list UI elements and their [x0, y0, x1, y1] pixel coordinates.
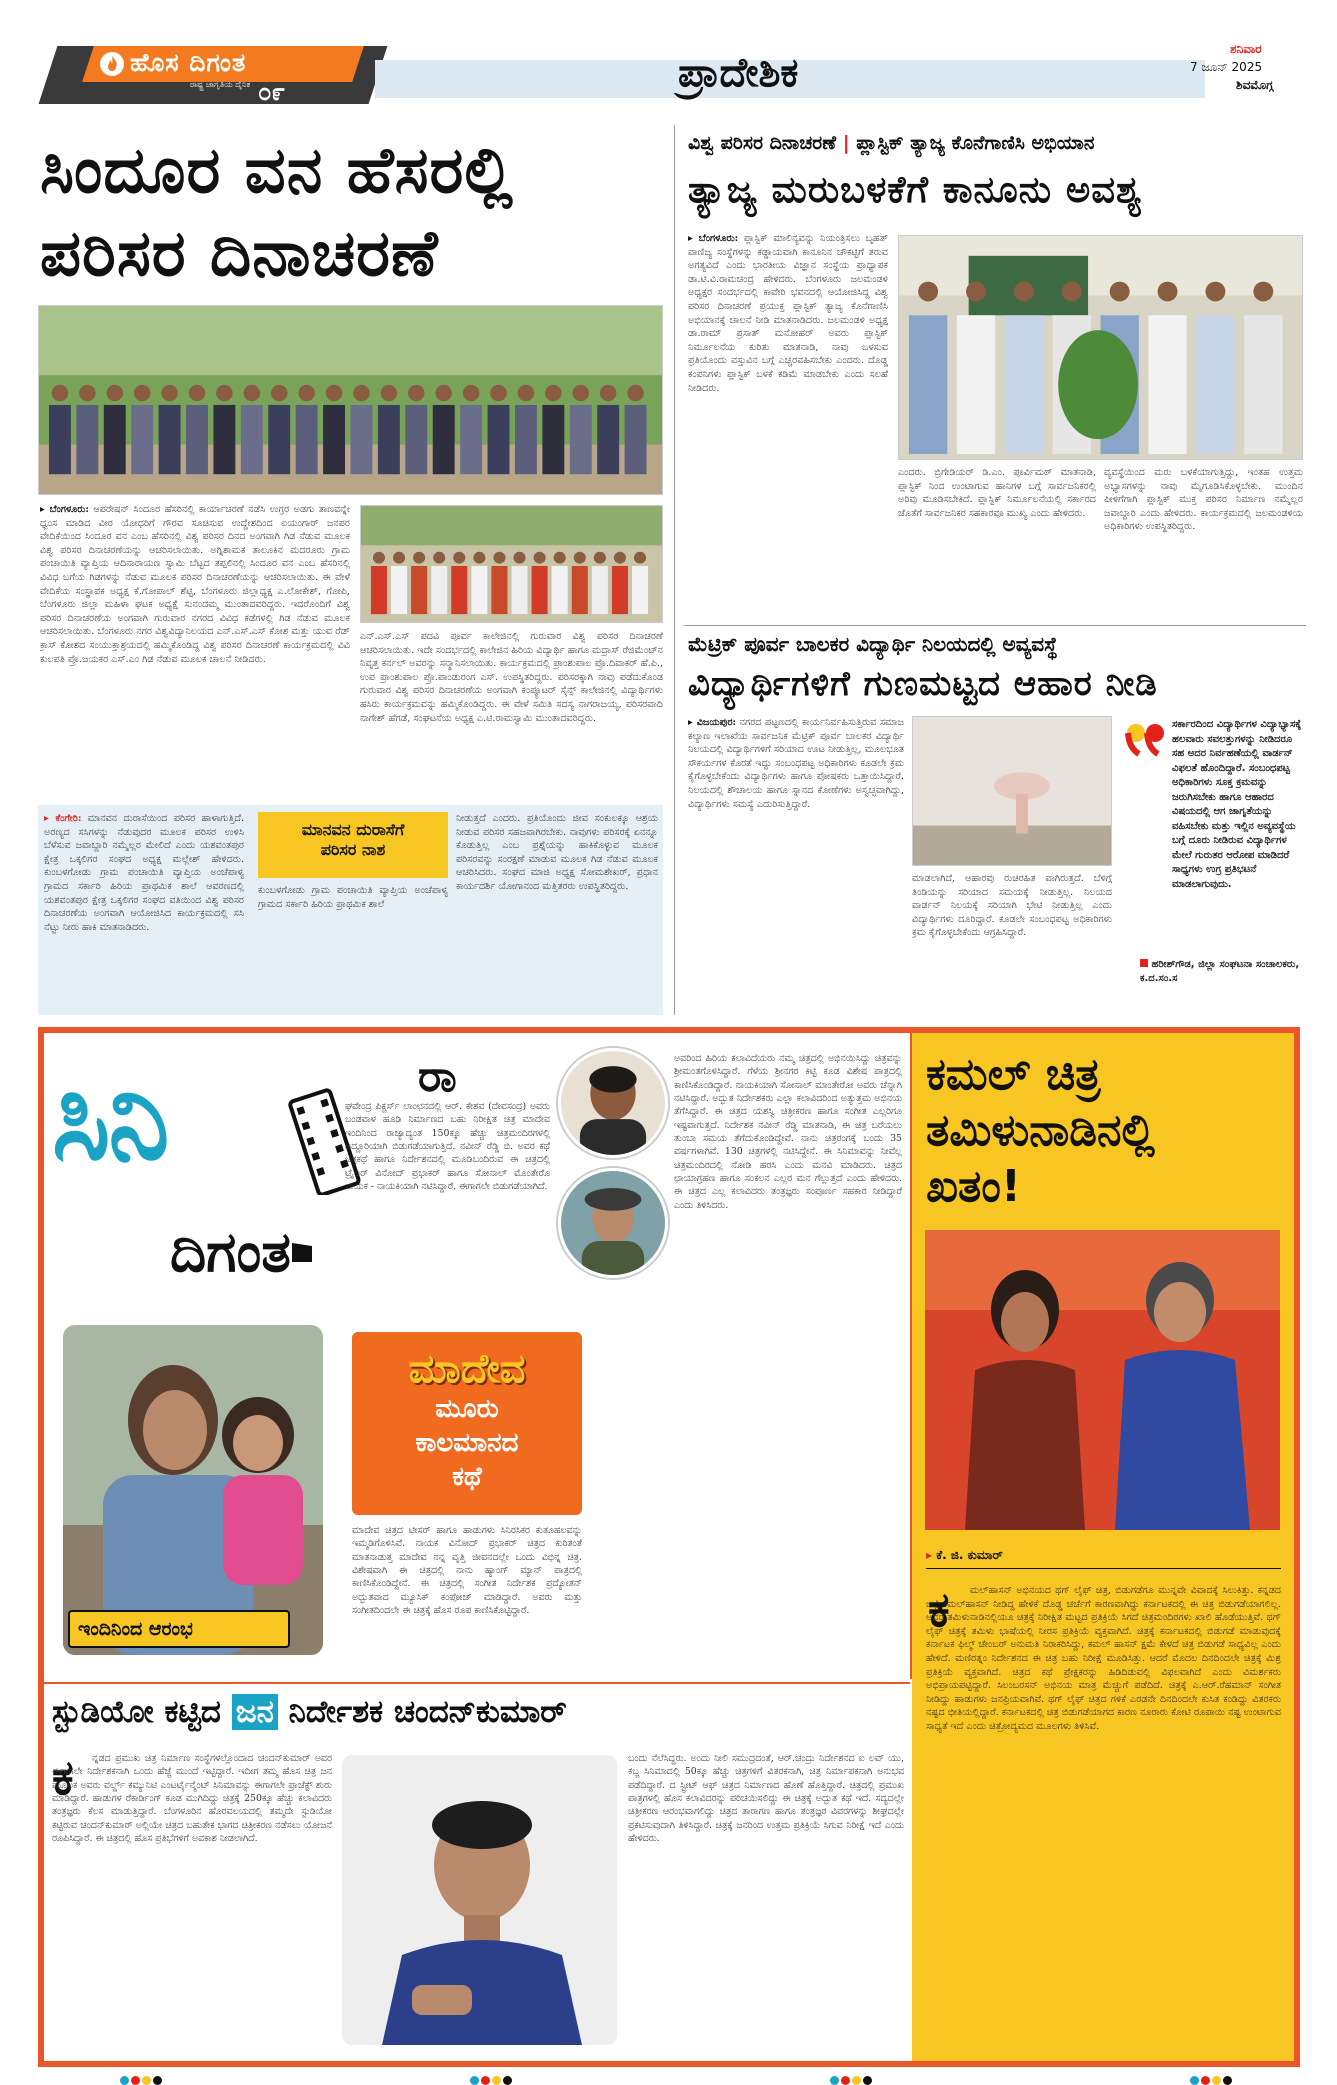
cine-body-b: ಮಾದೇವ ಚಿತ್ರದ ಟೀಸರ್ ಹಾಗೂ ಹಾಡುಗಳು ಸಿನಿರಸಿಕರ ಕುತೂಹಲವನ್ನು ಇಮ್ಮಡಿಗೊಳಿಸಿವೆ. ನಾಯಕ ವಿನೋದ್ ಪ್ರಭಾಕರ್ ಚಿತ್ರದ ಕುರಿತಂತೆ ಮಾತನಾಡುತ್ತ ಮಾದೇವ ನನ್ನ ವೃತ್ತಿ ಜೀವನದಲ್ಲೇ ಒಂದು ವಿಭಿನ್ನ ಚಿತ್ರ. ವಿಶೇಷವಾಗಿ ಈ ಚಿತ್ರದಲ್ಲಿ ನಾನು ಹ್ಯಾಂಗ್ ಮ್ಯಾನ್ ಪಾತ್ರದಲ್ಲಿ ಕಾಣಿಸಿಕೊಂಡಿದ್ದೇನೆ. ಈ ಚಿತ್ರದಲ್ಲಿ ಸಂಗೀತ ನಿರ್ದೇಶಕ ಪ್ರದ್ಯೋತನ್ ಅದ್ಭುತವಾದ ಮ್ಯೂಸಿಕ್ ಕಂಪೋಜ್ ಮಾಡಿದ್ದಾರೆ. ಅವರು ಮತ್ತು ಸಂಗೀತದಿಂದಲೇ ಈ ಚಿತ್ರಕ್ಕೆ ಹೊಸ ರೂಪ ಕಾಣಿಸಿಕೊಟ್ಟಿದ್ದಾರೆ.	[352, 1525, 582, 1617]
cine-body-a: ಘವೇಂದ್ರ ಪಿಕ್ಚರ್ಸ್ ಲಾಂಛನದಲ್ಲಿ ಆರ್. ಕೇಶವ (ದೇವಸಂದ್ರ) ಅವರು ಬಂಡವಾಳ ಹೂಡಿ ನಿರ್ಮಾಣದ ಬಹು ನಿರೀಕ್ಷಿತ ಚಿತ್ರ ಮಾದೇವ ಇಂದಿನಿಂದ ರಾಜ್ಯಾದ್ಯಂತ 150ಕ್ಕೂ ಹೆಚ್ಚು ಚಿತ್ರಮಂದಿರಗಳಲ್ಲಿ ಅದ್ದೂರಿಯಾಗಿ ಬಿಡುಗಡೆಯಾಗುತ್ತಿದೆ. ನವೀನ್ ರೆಡ್ಡಿ ಬಿ. ಅವರ ಕಥೆ ಚಿತ್ರಕಥೆ ಹಾಗೂ ನಿರ್ದೇಶನದಲ್ಲಿ ಮೂಡಿಬಂದಿರುವ ಈ ಚಿತ್ರದಲ್ಲಿ ಟ್ರೈಲರ್ ವಿನೋದ್ ಪ್ರಭಾಕರ್ ಹಾಗೂ ಸೋನಾಲ್ ಮೊಂತೇರೊ ನಾಯಕ - ನಾಯಕಿಯಾಗಿ ನಟಿಸಿದ್ದಾರೆ. ಈಗಾಗಲೇ ಬಿಡುಗಡೆಯಾಗಿದೆ.	[345, 1101, 550, 1193]
story3-kicker: ವಿಶ್ವ ಪರಿಸರ ದಿನಾಚರಣೆ | ಪ್ಲಾಸ್ಟಿಕ್ ತ್ಯಾಜ್ಯ ಕೊನೆಗಾಣಿಸಿ ಅಭಿಯಾನ	[688, 132, 1095, 154]
kamal-byline-rule	[926, 1568, 1281, 1569]
story4-headline: ವಿದ್ಯಾರ್ಥಿಗಳಿಗೆ ಗುಣಮಟ್ಟದ ಆಹಾರ ನೀಡಿ	[688, 664, 1158, 704]
madeva-poster	[352, 1332, 582, 1515]
story1-dateline: ಬೆಂಗಳೂರು:	[49, 504, 89, 515]
story4-dateline: ವಿಜಯಪುರ:	[696, 717, 737, 728]
kamal-body: ಮಲ್‌ಹಾಸನ್ ಅಭಿನಯದ ಥಗ್ ಲೈಫ್ ಚಿತ್ರ, ಬಿಡುಗಡೆಗೂ ಮುನ್ನವೇ ವಿವಾದಕ್ಕೆ ಸಿಲುಕಿತ್ತು. ಕನ್ನಡದ ಬಗ್ಗೆ ಕಮಲ್‌ಹಾಸನ್ ನೀಡಿದ್ದ ಹೇಳಿಕೆ ದೊಡ್ಡ ಚರ್ಚೆಗೆ ಕಾರಣವಾಗಿದ್ದು ಕರ್ನಾಟಕದಲ್ಲಿ ಈ ಚಿತ್ರ ಬಿಡುಗಡೆಯಾಗಲಿಲ್ಲ. ಆದರೆ ತಮಿಳುನಾಡಿನಲ್ಲಿಯೂ ಚಿತ್ರಕ್ಕೆ ನಿರೀಕ್ಷಿತ ಮಟ್ಟದ ಪ್ರತಿಕ್ರಿಯೆ ಸಿಗದೆ ಚಿತ್ರಮಂದಿರಗಳು ಖಾಲಿ ಹೊಡೆಯುತ್ತಿವೆ. ಥಗ್ ಲೈಫ್ ಚಿತ್ರಕ್ಕೆ ತಮಿಳು ಭಾಷೆಯಲ್ಲಿ ನೀರಸ ಪ್ರತಿಕ್ರಿಯೆ ವ್ಯಕ್ತವಾಗಿದೆ. ಚಿತ್ರಕ್ಕೆ ಕರ್ನಾಟಕದಲ್ಲಿ ಬಿಡುಗಡೆ ಮಾಡುವುದಕ್ಕೆ ಕರ್ನಾಟಕ ಫಿಲ್ಮ್ ಚೇಂಬರ್ ಅನುಮತಿ ನಿರಾಕರಿಸಿದ್ದು, ಕಮಲ್ ಹಾಸನ್ ಕ್ಷಮೆ ಕೇಳದೆ ಚಿತ್ರ ಬಿಡುಗಡೆ ಸಾಧ್ಯವಿಲ್ಲ ಎಂದು ಹೇಳಿದೆ. ಮಣಿರತ್ನಂ ನಿರ್ದೇಶನದ ಈ ಚಿತ್ರ ಬಹು ನಿರೀಕ್ಷೆ ಮೂಡಿಸಿತ್ತು. ಆದರೆ ಮೊದಲ ದಿನದಿಂದಲೇ ಚಿತ್ರಕ್ಕೆ ಮಿಶ್ರ ಪ್ರತಿಕ್ರಿಯೆ ವ್ಯಕ್ತವಾಗಿದೆ. ಚಿತ್ರದ ಕಥೆ ಪ್ರೇಕ್ಷಕರನ್ನು ಹಿಡಿದಿಡುವಲ್ಲಿ ವಿಫಲವಾಗಿದೆ ಎಂದು ವಿಮರ್ಶಕರು ಅಭಿಪ್ರಾಯಪಟ್ಟಿದ್ದಾರೆ. ಸಿಲಂಬರಸನ್ ಅಭಿನಯ ಮಾತ್ರ ಮೆಚ್ಚುಗೆ ಪಡೆದಿದೆ. ಚಿತ್ರಕ್ಕೆ ಎ.ಆರ್.ರೆಹಮಾನ್ ಸಂಗೀತ ನೀಡಿದ್ದು ಹಾಡುಗಳು ಜನಪ್ರಿಯವಾಗಿವೆ. ಥಗ್ ಲೈಫ್ ಚಿತ್ರದ ಗಳಿಕೆ ಎರಡನೇ ದಿನದಿಂದಲೇ ಕುಸಿತ ಕಂಡಿದ್ದು ವಿತರಕರು ನಷ್ಟದ ಭೀತಿಯಲ್ಲಿದ್ದಾರೆ. ಕರ್ನಾಟಕದಲ್ಲಿ ಚಿತ್ರ ಬಿಡುಗಡೆಯಾಗದ ಕಾರಣ ನೂರಾರು ಕೋಟಿ ರೂಪಾಯಿ ನಷ್ಟ ಉಂಟಾಗುವ ಸಾಧ್ಯತೆ ಇದೆ ಎಂದು ಚಿತ್ರೋದ್ಯಮದ ಮೂಲಗಳು ತಿಳಿಸಿವೆ.	[926, 1585, 1281, 1733]
brand-name: ಹೊಸ ದಿಗಂತ	[130, 48, 247, 77]
story1-body-a: ಆಪರೇಷನ್ ಸಿಂದೂರ ಹೆಸರಿನಲ್ಲಿ ಕಾರ್ಯಾಚರಣೆ ನಡೆಸಿ ಉಗ್ರರ ಅಡಗು ತಾಣವನ್ನೇ ಧ್ವಂಸ ಮಾಡಿದ ವೀರ ಯೋಧರಿಗೆ ಗೌರವ ಸೂಚಿಸುವ ಉದ್ದೇಶದಿಂದ ಐಯಂಗಾರ್ ಜನಪರ ವೇದಿಕೆಯಿಂದ ಸಿಂದೂರ ವನ ಎಂಬ ಹೆಸರಿನಲ್ಲಿ ವಿಶ್ವ ಪರಿಸರ ದಿನದ ಅಂಗವಾಗಿ ಗಿಡ ನೆಡುವ ಮೂಲಕ ವಿಶ್ವ ಪರಿಸರ ದಿನಾಚರಣೆಯನ್ನು ಆಚರಿಸಲಾಯಿತು. ಅಗ್ನಿಶಾಮಕ ತಾಲೂಕಿನ ಮದರೂರು ಗ್ರಾಮ ಪಂಚಾಯಿತಿ ವ್ಯಾಪ್ತಿಯ ಆದಿನಾರಾಯಣ ಸ್ವಾಮಿ ಬೆಟ್ಟದ ತಪ್ಪಲಿನಲ್ಲಿ ಸಿಂದೂರ ವನ ಎಂಬ ಹೆಸರಿನಲ್ಲಿ ವಿವಿಧ ಬಗೆಯ ಗಿಡಗಳನ್ನು ನೆಡುವ ಮೂಲಕ ಪರಿಸರ ದಿನಾಚರಣೆಯನ್ನು ಆಚರಿಸಲಾಯಿತು. ಈ ವೇಳೆ ವೇದಿಕೆಯ ಸಂಸ್ಥಾಪಕ ಅಧ್ಯಕ್ಷ ಕೆ.ಗೋಪಾಲ್ ಶೆಟ್ಟಿ, ಬೆಂಗಳೂರು ಜಿಲ್ಲಾಧ್ಯಕ್ಷ ಎ.ಲೋಕೇಶ್, ಗೋಪಿ, ಬೆಂಗಳೂರು ಜಿಲ್ಲಾ ಮಹಿಳಾ ಘಟಕ ಅಧ್ಯಕ್ಷೆ ಸುನಂದಮ್ಮ ಮುಂತಾದವರಿದ್ದರು. ಇದರೊಂದಿಗೆ ವಿಶ್ವ ಪರಿಸರ ದಿನಾಚರಣೆಯ ಅಂಗವಾಗಿ ಗುರುವಾರ ನಗರದ ವಿವಿಧ ಕಡೆಗಳಲ್ಲಿ ಗಿಡ ನೆಡುವ ಮೂಲಕ ಆಚರಿಸಲಾಯಿತು. ಬೆಂಗಳೂರು ನಗರ ವಿಶ್ವವಿದ್ಯಾನಿಲಯದ ಎನ್.ಎಸ್.ಎಸ್ ಕೋಶ ಮತ್ತು ಯುವ ರೆಡ್ ಕ್ರಾಸ್ ಕೋಶದ ಸಂಯುಕ್ತಾಶ್ರಯದಲ್ಲಿ ಹಮ್ಮಿಕೊಂಡಿದ್ದ ವಿಶ್ವ ಪರಿಸರ ದಿನಾಚರಣೆ ಕಾರ್ಯಕ್ರಮದಲ್ಲಿ ವಿವಿ ಕುಲಪತಿ ಪ್ರೊ.ಜಯಕರ ಎಸ್.ಎಂ ಗಿಡ ನೆಡುವ ಮೂಲಕ ಚಾಲನೆ ನೀಡಿದರು.	[40, 504, 350, 665]
story3-dateline: ಬೆಂಗಳೂರು:	[698, 233, 739, 244]
studio-headline-post: ನಿರ್ದೇಶಕ ಚಂದನ್‌ಕುಮಾರ್	[288, 1694, 567, 1730]
story4-kicker: ಮೆಟ್ರಿಕ್ ಪೂರ್ವ ಬಾಲಕರ ವಿದ್ಯಾರ್ಥಿ ನಿಲಯದಲ್ಲಿ ಅವ್ಯವಸ್ಥೆ	[688, 632, 1058, 656]
story3-kicker-left: ವಿಶ್ವ ಪರಿಸರ ದಿನಾಚರಣೆ	[688, 132, 837, 154]
studio-dropcap: ಕ	[52, 1750, 74, 1806]
story2-body-a: ಮಾನವನ ದುರಾಸೆಯಿಂದ ಪರಿಸರ ಹಾಳಾಗುತ್ತಿದೆ. ಅರಣ್ಯದ ಸಸಿಗಳನ್ನು ನೆಡುವುದರ ಮೂಲಕ ಪರಿಸರ ಉಳಿಸಿ ಬೆಳೆಸುವ ಜವಾಬ್ದಾರಿ ನಮ್ಮೆಲ್ಲರ ಮೇಲಿದೆ ಎಂದು ಯಶವಂತಪುರ ಕ್ಷೇತ್ರ ಒಕ್ಕಲಿಗರ ಸಂಘದ ಅಧ್ಯಕ್ಷ ಮಲ್ಲೇಶ್ ಹೇಳಿದರು. ಕುಂಬಳಗೋಡು ಗ್ರಾಮ ಪಂಚಾಯಿತಿ ವ್ಯಾಪ್ತಿಯ ಅಂಚೆಪಾಳ್ಯ ಗ್ರಾಮದ ಸರ್ಕಾರಿ ಹಿರಿಯ ಪ್ರಾಥಮಿಕ ಶಾಲೆ ಆವರಣದಲ್ಲಿ ಯಶವಂತಪುರ ಕ್ಷೇತ್ರ ಒಕ್ಕಲಿಗರ ಸಂಘದ ವತಿಯಿಂದ ವಿಶ್ವ ಪರಿಸರ ದಿನಾಚರಣೆಯ ಅಂಗವಾಗಿ ಆಯೋಜಿಸಿದ ಕಾರ್ಯಕ್ರಮದಲ್ಲಿ ಸಸಿ ನೆಟ್ಟು ನೀರು ಹಾಕಿ ಮಾತನಾಡಿದರು.	[44, 813, 244, 933]
register-dots-3	[830, 2070, 874, 2085]
story3-kicker-right: ಪ್ಲಾಸ್ಟಿಕ್ ತ್ಯಾಜ್ಯ ಕೊನೆಗಾಣಿಸಿ ಅಭಿಯಾನ	[856, 132, 1095, 154]
kamal-headline-line2: ತಮಿಳುನಾಡಿನಲ್ಲಿ	[926, 1105, 1155, 1156]
story4-body-a: ನಗರದ ಪಟ್ಟಣದಲ್ಲಿ ಕಾರ್ಯನಿರ್ವಹಿಸುತ್ತಿರುವ ಸಮಾಜ ಕಲ್ಯಾಣ ಇಲಾಖೆಯ ಸಾರ್ವಜನಿಕ ಮೆಟ್ರಿಕ್ ಪೂರ್ವ ಬಾಲಕರ ವಿದ್ಯಾರ್ಥಿ ನಿಲಯದಲ್ಲಿ ವಿದ್ಯಾರ್ಥಿಗಳಿಗೆ ಸರಿಯಾದ ಊಟ ನೀಡುತ್ತಿಲ್ಲ, ಮೂಲಭೂತ ಸೌಕರ್ಯಗಳ ಕೊರತೆ ಇದ್ದು ಸಂಬಂಧಪಟ್ಟ ಅಧಿಕಾರಿಗಳು ಕೂಡಲೇ ಕ್ರಮ ಕೈಗೊಳ್ಳಬೇಕೆಂದು ವಿದ್ಯಾರ್ಥಿಗಳು ಹಾಗೂ ಪೋಷಕರು ಒತ್ತಾಯಿಸಿದ್ದಾರೆ. ನಿಲಯದಲ್ಲಿ ಶೌಚಾಲಯ ಹಾಗೂ ಸ್ನಾನದ ಕೋಣೆಗಳು ಅಸ್ವಚ್ಛವಾಗಿದ್ದು, ವಿದ್ಯಾರ್ಥಿಗಳು ಸಮಸ್ಯೆ ಎದುರಿಸುತ್ತಿದ್ದಾರೆ.	[688, 717, 904, 810]
brand-tagline: ರಾಷ್ಟ್ರ ಜಾಗೃತಿಯ ದೈನಿಕ	[190, 80, 251, 89]
madeva-sub1: ಮೂರು	[435, 1394, 499, 1424]
story3-headline: ತ್ಯಾಜ್ಯ ಮರುಬಳಕೆಗೆ ಕಾನೂನು ಅವಶ್ಯ	[688, 168, 1143, 211]
cine-dropcap: ರಾ	[418, 1051, 457, 1102]
chandan-kumar-photo	[342, 1755, 617, 2045]
madeva-movie-still	[63, 1325, 323, 1655]
register-dots-1	[120, 2070, 164, 2085]
story1-group-photo-2	[360, 505, 663, 623]
story4-quote-author	[1140, 958, 1308, 986]
story1-body-right: ಎನ್.ಎಸ್.ಎಸ್ ಪದವಿ ಪೂರ್ವ ಕಾಲೇಜಿನಲ್ಲಿ ಗುರುವಾರ ವಿಶ್ವ ಪರಿಸರ ದಿನಾಚರಣೆ ಆಚರಿಸಲಾಯಿತು. ಇದೇ ಸಂದರ್ಭದಲ್ಲಿ ಕಾಲೇಜಿನ ಹಿರಿಯ ವಿದ್ಯಾರ್ಥಿ ಹಾಗೂ ಮದ್ರಾಸ್ ರೆಜಿಮೆಂಟ್‌ನ ನಿವೃತ್ತ ಕರ್ನಲ್ ಅವರನ್ನು ಸನ್ಮಾನಿಸಲಾಯಿತು. ಕಾರ್ಯಕ್ರಮದಲ್ಲಿ ಪ್ರಾಂಶುಪಾಲ ಪ್ರೊ.ದಿವಾಕರ್ ಹೆ.ಪಿ., ಉಪ ಪ್ರಾಂಶುಪಾಲ ಪ್ರೊ.ಪಾಂಡುರಂಗ ಎಸ್. ಉಪಸ್ಥಿತರಿದ್ದರು. ಪರಿಸರಕ್ಕಾಗಿ ನಾವು ಪಡೆದುಕೊಂಡ ಗುರುವಾರ ವಿಶ್ವ ಪರಿಸರ ದಿನಾಚರಣೆಯ ಅಂಗವಾಗಿ ಕಂಪ್ಯೂಟರ್ ಸೈನ್ಸ್ ಕಾಲೇಜಿನಲ್ಲಿ ವಿದ್ಯಾರ್ಥಿಗಳು ಹಸಿರು ಕಾರ್ಯಕ್ರಮವನ್ನು ಹಮ್ಮಿಕೊಂಡಿದ್ದರು. ಈ ವೇಳೆ ಸಮಿತಿ ಸದಸ್ಯ ನಾಗರಾಜಯ್ಯ, ಪರಿಸರವಾದಿ ನಾಗೇಶ್ ಹೆಗಡೆ, ಸಂಘಟನೆಯ ಅಧ್ಯಕ್ಷ ಎ.ಟಿ.ರಾಮಸ್ವಾಮಿ ಮುಂತಾದವರಿದ್ದರು.	[360, 631, 663, 724]
story2-body-left: ▸ ಕೆಂಗೇರಿ: ಮಾನವನ ದುರಾಸೆಯಿಂದ ಪರಿಸರ ಹಾಳಾಗುತ್ತಿದೆ. ಅರಣ್ಯದ ಸಸಿಗಳನ್ನು ನೆಡುವುದರ ಮೂಲಕ ಪರಿಸರ ಉಳಿಸಿ ಬೆಳೆಸುವ ಜವಾಬ್ದಾರಿ ನಮ್ಮೆಲ್ಲರ ಮೇಲಿದೆ ಎಂದು ಯಶವಂತಪುರ ಕ್ಷೇತ್ರ ಒಕ್ಕಲಿಗರ ಸಂಘದ ಅಧ್ಯಕ್ಷ ಮಲ್ಲೇಶ್ ಹೇಳಿದರು. ಕುಂಬಳಗೋಡು ಗ್ರಾಮ ಪಂಚಾಯಿತಿ ವ್ಯಾಪ್ತಿಯ ಅಂಚೆಪಾಳ್ಯ ಗ್ರಾಮದ ಸರ್ಕಾರಿ ಹಿರಿಯ ಪ್ರಾಥಮಿಕ ಶಾಲೆ ಆವರಣದಲ್ಲಿ ಯಶವಂತಪುರ ಕ್ಷೇತ್ರ ಒಕ್ಕಲಿಗರ ಸಂಘದ ವತಿಯಿಂದ ವಿಶ್ವ ಪರಿಸರ ದಿನಾಚರಣೆಯ ಅಂಗವಾಗಿ ಆಯೋಜಿಸಿದ ಕಾರ್ಯಕ್ರಮದಲ್ಲಿ ಸಸಿ ನೆಟ್ಟು ನೀರು ಹಾಕಿ ಮಾತನಾಡಿದರು.	[44, 813, 244, 933]
story3-photo	[898, 235, 1303, 460]
story2-callout	[258, 812, 448, 878]
actor-portrait-2	[558, 1168, 668, 1278]
cine-body-c: ಅವರಿಂದ ಹಿರಿಯ ಕಲಾವಿದೆಯರು ನಮ್ಮ ಚಿತ್ರದಲ್ಲಿ ಅಭಿನಯಿಸಿದ್ದು ಚಿತ್ರವನ್ನು ಶ್ರೀಮಂತಗೊಳಿಸಿದ್ದಾರೆ. ಗೆಳೆಯ ಶ್ರೀನಗರ ಕಿಟ್ಟಿ ಕೂಡ ವಿಶೇಷ ಪಾತ್ರದಲ್ಲಿ ಕಾಣಿಸಿಕೊಂಡಿದ್ದಾರೆ. ನಾಯಕಿಯಾಗಿ ಸೋನಾಲ್ ಮಾಂತೇರೋ ಅವರು ಚೆನ್ನಾಗಿ ನಟಿಸಿದ್ದಾರೆ. ಅದ್ಭುತ ನಿರ್ದೇಶಕರು ಎಲ್ಲಾ ಕಲಾವಿದರಿಂದ ಅತ್ಯುತ್ತಮ ಅಭಿನಯ ತೆಗೆಸಿದ್ದಾರೆ. ಈ ಚಿತ್ರದ ಯಶಸ್ವಿ ಚಿತ್ರೀಕರಣ ಹಾಗೂ ಸಂಗೀತ ಎಲ್ಲರಿಗೂ ಇಷ್ಟವಾಗುತ್ತದೆ. ನಿರ್ದೇಶಕ ನವೀನ್ ರೆಡ್ಡಿ ಮಾತನಾಡಿ, ಈ ಚಿತ್ರ ಬರೆಯಲು ತುಂಬಾ ಸಮಯ ತೆಗೆದುಕೊಂಡಿದ್ದೇವೆ. ನಾನು ಚಿತ್ರರಂಗಕ್ಕೆ ಬಂದು 35 ವರ್ಷಗಳಾಗಿವೆ. 130 ಚಿತ್ರಗಳಲ್ಲಿ ನಟಿಸಿದ್ದೇನೆ. ಈ ಸಿನಿಮಾವನ್ನು ನೀವೆಲ್ಲ ಚಿತ್ರಮಂದಿರದಲ್ಲಿ ನೋಡಿ ಹರಸಿ ಎಂದು ಮನವಿ ಮಾಡಿದರು. ಚಿತ್ರದ ಛಾಯಾಗ್ರಹಣ ಹಾಗೂ ಸಂಕಲನ ಎಲ್ಲರ ಮನ ಗೆಲ್ಲುತ್ತದೆ ಎಂದು ಹೇಳಿದರು. ಈ ಚಿತ್ರದ ಎಲ್ಲ ಕಲಾವಿದರು ತಂತ್ರಜ್ಞರು ಸಂಪೂರ್ಣ ಸಹಕಾರ ನೀಡಿದ್ದಾರೆ ಎಂದು ತಿಳಿಸಿದರು.	[674, 1053, 902, 1211]
kamal-movie-still	[925, 1230, 1280, 1530]
clapperboard-icon	[290, 1240, 314, 1264]
studio-separator	[44, 1682, 910, 1684]
story-divider	[684, 625, 1306, 626]
studio-body-left: ನ್ನಡದ ಪ್ರಮುಖ ಚಿತ್ರ ನಿರ್ಮಾಣ ಸಂಸ್ಥೆಗಳಲ್ಲೊಂದಾದ ಚಂದನ್‌ಕುಮಾರ್ ಅವರ ಈಗಾಗಲೇ ನಿರ್ದೇಶಕನಾಗಿ ಒಂದು ಹೆಜ್ಜೆ ಮುಂದೆ ಇಟ್ಟಿದ್ದಾರೆ. ಇದೀಗ ತಮ್ಮ ಹೊಸ ಚಿತ್ರ ಜನ ಮೂಲಕ ಅವರು ವರ್ಲ್ಡ್ ಕಮ್ಯುನಿಟಿ ಎಂಟರ್ಟೈನ್ಮೆಂಟ್ ಸಿನಿಮಾವನ್ನು ಈಗಾಗಲೇ ಪ್ರಾಜೆಕ್ಟ್ ಶುರು ಮಾಡಿದ್ದಾರೆ. ಹಾಡುಗಳ ರೆಕಾರ್ಡಿಂಗ್ ಕೂಡ ಮುಗಿದಿದ್ದು ಚಿತ್ರಕ್ಕೆ 250ಕ್ಕೂ ಹೆಚ್ಚು ಕಲಾವಿದರು ತಂತ್ರಜ್ಞರು ಕೆಲಸ ಮಾಡುತ್ತಿದ್ದಾರೆ. ಬೆಂಗಳೂರಿನ ಹೊರವಲಯದಲ್ಲಿ ತಮ್ಮದೇ ಸ್ಟುಡಿಯೋ ಕಟ್ಟಿರುವ ಚಂದನ್‌ಕುಮಾರ್ ಅಲ್ಲಿಯೇ ಚಿತ್ರದ ಬಹುತೇಕ ಭಾಗದ ಚಿತ್ರೀಕರಣ ನಡೆಸಲು ಯೋಜನೆ ರೂಪಿಸಿದ್ದಾರೆ. ಈ ಚಿತ್ರದಲ್ಲಿ ಹೊಸ ಪ್ರತಿಭೆಗಳಿಗೆ ಅವಕಾಶ ನೀಡಲಾಗಿದೆ.	[52, 1753, 332, 1845]
story3-body-a: ಪ್ಲಾಸ್ಟಿಕ್ ಮಾಲಿನ್ಯವನ್ನು ನಿಯಂತ್ರಿಸಲು ಬೃಹತ್ ವಾಣಿಜ್ಯ ಸಂಸ್ಥೆಗಳನ್ನು ಕಡ್ಡಾಯವಾಗಿ ಕಾನೂನಿನ ಚೌಕಟ್ಟಿಗೆ ತರುವ ಅಗತ್ಯವಿದೆ ಎಂದು ಭಾರತೀಯ ವಿಜ್ಞಾನ ಸಂಸ್ಥೆಯ ಪ್ರಾಧ್ಯಾಪಕ ಡಾ.ಟಿ.ವಿ.ರಾಮಚಂದ್ರ ಹೇಳಿದರು. ಬೆಂಗಳೂರು ಜಲಮಂಡಳಿ ಅಧ್ಯಕ್ಷರ ಸಂದರ್ಭದಲ್ಲಿ ಕಾವೇರಿ ಭವನದಲ್ಲಿ ಆಯೋಜಿಸಿದ್ದ ವಿಶ್ವ ಪರಿಸರ ದಿನಾಚರಣೆ ಪ್ರಯುಕ್ತ ಪ್ಲಾಸ್ಟಿಕ್ ತ್ಯಾಜ್ಯ ಕೊನೆಗಾಣಿಸಿ ಅಭಿಯಾನಕ್ಕೆ ಚಾಲನೆ ನೀಡಿ ಮಾತನಾಡಿದರು. ಜಲಮಂಡಳಿ ಅಧ್ಯಕ್ಷ ಡಾ.ರಾಮ್ ಪ್ರಸಾತ್ ಮನೋಹರ್ ಅವರು ಪ್ಲಾಸ್ಟಿಕ್ ನಿರ್ಮೂಲನೆಯ ಕುರಿತು ಮಾತನಾಡಿ, ನಾವು ಬಳಸುವ ಪ್ರತಿಯೊಂದು ವಸ್ತುವಿನ ಬಗ್ಗೆ ಎಚ್ಚರವಹಿಸಬೇಕು ಎಂದರು. ದೊಡ್ಡ ಕಂಪನಿಗಳು ಪ್ಲಾಸ್ಟಿಕ್ ಬಳಕೆ ಕಡಿಮೆ ಮಾಡಬೇಕು ಎಂದು ಸಲಹೆ ನೀಡಿದರು.	[688, 233, 888, 394]
story3-body-right: ವ್ಯವಸ್ಥೆಯಿಂದ ಮರು ಬಳಕೆಯಾಗುತ್ತಿದ್ದು, ಇಂತಹ ಉತ್ತಮ ಅಭ್ಯಾಸಗಳನ್ನು ನಾವು ಮೈಗೂಡಿಸಿಕೊಳ್ಳಬೇಕು. ಮುಂದಿನ ಪೀಳಿಗೆಗಾಗಿ ಪ್ಲಾಸ್ಟಿಕ್ ಮುಕ್ತ ಪರಿಸರ ನಿರ್ಮಾಣ ನಮ್ಮೆಲ್ಲರ ಜವಾಬ್ದಾರಿ ಎಂದು ಹೇಳಿದರು. ಕಾರ್ಯಕ್ರಮದಲ್ಲಿ ಜಲಮಂಡಳಿಯ ಅಧಿಕಾರಿಗಳು ಉಪಸ್ಥಿತರಿದ್ದರು.	[1104, 467, 1303, 533]
page-number: ೦೯	[258, 78, 285, 106]
madeva-sub3: ಕಥೆ	[452, 1462, 482, 1492]
story4-quote: ಸರ್ಕಾರದಿಂದ ವಿದ್ಯಾರ್ಥಿಗಳ ವಿದ್ಯಾಭ್ಯಾಸಕ್ಕೆ ಹಲವಾರು ಸವಲತ್ತುಗಳನ್ನು ನೀಡಿದರೂ ಸಹ ಅದರ ನಿರ್ವಹಣೆಯಲ್ಲಿ ವಾರ್ಡನ್ ವಿಫಲತೆ ಹೊಂದಿದ್ದಾರೆ. ಸಂಬಂಧಪಟ್ಟ ಅಧಿಕಾರಿಗಳು ಸೂಕ್ತ ಕ್ರಮವನ್ನು ಜರುಗಿಸಬೇಕು ಹಾಗೂ ಆಹಾರದ ವಿಷಯದಲ್ಲಿ ಆಗ ಜಾಗೃತೆಯನ್ನು ವಹಿಸಬೇಕು ಮತ್ತು ಇಲ್ಲಿನ ಅವ್ಯವಸ್ಥೆಯ ಬಗ್ಗೆ ದೂರು ನೀಡಿರುವ ವಿದ್ಯಾರ್ಥಿಗಳ ಮೇಲೆ ಗುರುತರ ಆರೋಪ ಮಾಡಿದರೆ ಸಾಧ್ಯಗಳು ಉಗ್ರ ಪ್ರತಿಭಟನೆ ಮಾಡಲಾಗುವುದು.	[1172, 719, 1302, 890]
story2-callout-line1: ಮಾನವನ ದುರಾಸೆಗೆ	[301, 820, 405, 839]
issue-edition: ಶಿವಮೊಗ್ಗ	[1236, 78, 1274, 92]
story2-dateline: ಕೆಂಗೇರಿ:	[55, 813, 82, 824]
cine-logo-subtext: ದಿಗಂತ	[170, 1220, 291, 1285]
kamal-byline: ▸ ಕೆ. ಜಿ. ಕುಮಾರ್	[926, 1548, 1003, 1562]
issue-date: 7 ಜೂನ್ 2025	[1190, 60, 1263, 74]
actor-portrait-1	[558, 1048, 668, 1158]
register-dots-4	[1190, 2070, 1234, 2085]
story4-body-left: ▸ ವಿಜಯಪುರ: ನಗರದ ಪಟ್ಟಣದಲ್ಲಿ ಕಾರ್ಯನಿರ್ವಹಿಸುತ್ತಿರುವ ಸಮಾಜ ಕಲ್ಯಾಣ ಇಲಾಖೆಯ ಸಾರ್ವಜನಿಕ ಮೆಟ್ರಿಕ್ ಪೂರ್ವ ಬಾಲಕರ ವಿದ್ಯಾರ್ಥಿ ನಿಲಯದಲ್ಲಿ ವಿದ್ಯಾರ್ಥಿಗಳಿಗೆ ಸರಿಯಾದ ಊಟ ನೀಡುತ್ತಿಲ್ಲ, ಮೂಲಭೂತ ಸೌಕರ್ಯಗಳ ಕೊರತೆ ಇದ್ದು ಸಂಬಂಧಪಟ್ಟ ಅಧಿಕಾರಿಗಳು ಕೂಡಲೇ ಕ್ರಮ ಕೈಗೊಳ್ಳಬೇಕೆಂದು ವಿದ್ಯಾರ್ಥಿಗಳು ಹಾಗೂ ಪೋಷಕರು ಒತ್ತಾಯಿಸಿದ್ದಾರೆ. ನಿಲಯದಲ್ಲಿ ಶೌಚಾಲಯ ಹಾಗೂ ಸ್ನಾನದ ಕೋಣೆಗಳು ಅಸ್ವಚ್ಛವಾಗಿದ್ದು, ವಿದ್ಯಾರ್ಥಿಗಳು ಸಮಸ್ಯೆ ಎದುರಿಸುತ್ತಿದ್ದಾರೆ.	[688, 717, 904, 810]
photo-caption: ಇಂದಿನಿಂದ ಆರಂಭ	[78, 1618, 193, 1640]
story1-headline-line2: ಪರಿಸರ ದಿನಾಚರಣೆ	[40, 217, 439, 291]
studio-body-right: ಬಂದು ನೆಲೆಸಿದ್ದರು. ಅಂದು ನೀಲಿ ಸಮುದ್ರದಂತೆ, ಆರ್.ಚಂದ್ರು ನಿರ್ದೇಶನದ ಐ ಲವ್ ಯು, ಕಬ್ಜ ಸಿನಿಮಾದಲ್ಲಿ 50ಕ್ಕೂ ಹೆಚ್ಚು ಚಿತ್ರಗಳಿಗೆ ವಿತರಕನಾಗಿ, ಚಿತ್ರ ನಿರ್ಮಾಪಕನಾಗಿ ಅನುಭವ ಪಡೆದಿದ್ದಾರೆ. ದ ಸ್ಟ್ರೀಟ್ ಆಫ್ ಚಿತ್ರದ ನಿರ್ಮಾಣದ ಹೊಣೆ ಹೊತ್ತಿದ್ದಾರೆ. ಚಿತ್ರದಲ್ಲಿ ಪ್ರಮುಖ ಪಾತ್ರಗಳಲ್ಲಿ ಹೊಸ ಕಲಾವಿದರನ್ನು ಪರಿಚಯಿಸಲಿದ್ದು ಈ ಚಿತ್ರಕ್ಕೆ ಅದ್ಭುತ ಕಥೆ ಇದೆ. ಸದ್ಯದಲ್ಲೇ ಚಿತ್ರೀಕರಣ ಆರಂಭವಾಗಲಿದ್ದು ಚಿತ್ರದ ತಾರಾಗಣ ಹಾಗೂ ತಂತ್ರಜ್ಞರ ವಿವರಗಳನ್ನು ಶೀಘ್ರದಲ್ಲೇ ಪ್ರಕಟಿಸುವುದಾಗಿ ತಿಳಿಸಿದ್ದಾರೆ. ಚಿತ್ರಕ್ಕೆ ಜನರಿಂದ ಉತ್ತಮ ಪ್ರತಿಕ್ರಿಯೆ ಸಿಗುವ ನಿರೀಕ್ಷೆ ಇದೆ ಎಂದು ಹೇಳಿದರು.	[628, 1753, 904, 1845]
kamal-dropcap: ಕ	[928, 1582, 950, 1638]
story3-body-left: ▸ ಬೆಂಗಳೂರು: ಪ್ಲಾಸ್ಟಿಕ್ ಮಾಲಿನ್ಯವನ್ನು ನಿಯಂತ್ರಿಸಲು ಬೃಹತ್ ವಾಣಿಜ್ಯ ಸಂಸ್ಥೆಗಳನ್ನು ಕಡ್ಡಾಯವಾಗಿ ಕಾನೂನಿನ ಚೌಕಟ್ಟಿಗೆ ತರುವ ಅಗತ್ಯವಿದೆ ಎಂದು ಭಾರತೀಯ ವಿಜ್ಞಾನ ಸಂಸ್ಥೆಯ ಪ್ರಾಧ್ಯಾಪಕ ಡಾ.ಟಿ.ವಿ.ರಾಮಚಂದ್ರ ಹೇಳಿದರು. ಬೆಂಗಳೂರು ಜಲಮಂಡಳಿ ಅಧ್ಯಕ್ಷರ ಸಂದರ್ಭದಲ್ಲಿ ಕಾವೇರಿ ಭವನದಲ್ಲಿ ಆಯೋಜಿಸಿದ್ದ ವಿಶ್ವ ಪರಿಸರ ದಿನಾಚರಣೆ ಪ್ರಯುಕ್ತ ಪ್ಲಾಸ್ಟಿಕ್ ತ್ಯಾಜ್ಯ ಕೊನೆಗಾಣಿಸಿ ಅಭಿಯಾನಕ್ಕೆ ಚಾಲನೆ ನೀಡಿ ಮಾತನಾಡಿದರು. ಜಲಮಂಡಳಿ ಅಧ್ಯಕ್ಷ ಡಾ.ರಾಮ್ ಪ್ರಸಾತ್ ಮನೋಹರ್ ಅವರು ಪ್ಲಾಸ್ಟಿಕ್ ನಿರ್ಮೂಲನೆಯ ಕುರಿತು ಮಾತನಾಡಿ, ನಾವು ಬಳಸುವ ಪ್ರತಿಯೊಂದು ವಸ್ತುವಿನ ಬಗ್ಗೆ ಎಚ್ಚರವಹಿಸಬೇಕು ಎಂದರು. ದೊಡ್ಡ ಕಂಪನಿಗಳು ಪ್ಲಾಸ್ಟಿಕ್ ಬಳಕೆ ಕಡಿಮೆ ಮಾಡಬೇಕು ಎಂದು ಸಲಹೆ ನೀಡಿದರು.	[688, 233, 888, 394]
column-divider	[674, 125, 675, 1015]
story2-body-right: ನೀಡುತ್ತದೆ ಎಂದರು. ಪ್ರತಿಯೊಂದು ಜೀವ ಸಂಕುಲಕ್ಕೂ ಆಶ್ರಯ ನೀಡುವ ಪರಿಸರ ಸಹಜವಾಗಿರಬೇಕು. ನಾವುಗಳು ಪರಿಸರಕ್ಕೆ ಏನನ್ನೂ ಕೊಡುತ್ತಿಲ್ಲ ಎಂಬ ಪ್ರಶ್ನೆಯನ್ನು ಹಾಕಿಕೊಳ್ಳುವ ಮೂಲಕ ಪರಿಸರವನ್ನು ಸಂರಕ್ಷಣೆ ಮಾಡುವ ಮೂಲಕ ಗಿಡ ನೆಡುವ ಮೂಲಕ ಆಚರಿಸಿದರು. ಸಂಘದ ಮಾಜಿ ಅಧ್ಯಕ್ಷ ಸೋಮಶೇಖರ್, ಪ್ರಧಾನ ಕಾರ್ಯದರ್ಶಿ ಯೋಗಾನಂದ ಮತ್ತಿತರರು ಉಪಸ್ಥಿತರಿದ್ದರು.	[456, 813, 658, 893]
story4-photo	[912, 716, 1112, 866]
studio-headline-highlight: ಜನ	[232, 1694, 278, 1730]
story1-headline-line1: ಸಿಂದೂರ ವನ ಹೆಸರಲ್ಲಿ	[40, 134, 514, 208]
flame-icon	[100, 52, 124, 76]
story2-body-mid: ಕುಂಬಳಗೋಡು ಗ್ರಾಮ ಪಂಚಾಯಿತಿ ವ್ಯಾಪ್ತಿಯ ಅಂಚೆಪಾಳ್ಯ ಗ್ರಾಮದ ಸರ್ಕಾರಿ ಹಿರಿಯ ಪ್ರಾಥಮಿಕ ಶಾಲೆ	[258, 885, 448, 910]
studio-headline	[52, 1694, 907, 1731]
issue-day: ಶನಿವಾರ	[1230, 42, 1262, 56]
madeva-sub2: ಕಾಲಮಾನದ	[415, 1428, 519, 1458]
kamal-headline-line3: ಖತಂ!	[926, 1161, 1021, 1212]
story2-callout-line2: ಪರಿಸರ ನಾಶ	[320, 840, 386, 859]
kamal-headline-line1: ಕಮಲ್ ಚಿತ್ರ	[926, 1049, 1101, 1100]
kamal-byline-text: ಕೆ. ಜಿ. ಕುಮಾರ್	[936, 1548, 1003, 1562]
story1-body-left: ▸ ಬೆಂಗಳೂರು: ಆಪರೇಷನ್ ಸಿಂದೂರ ಹೆಸರಿನಲ್ಲಿ ಕಾರ್ಯಾಚರಣೆ ನಡೆಸಿ ಉಗ್ರರ ಅಡಗು ತಾಣವನ್ನೇ ಧ್ವಂಸ ಮಾಡಿದ ವೀರ ಯೋಧರಿಗೆ ಗೌರವ ಸೂಚಿಸುವ ಉದ್ದೇಶದಿಂದ ಐಯಂಗಾರ್ ಜನಪರ ವೇದಿಕೆಯಿಂದ ಸಿಂದೂರ ವನ ಎಂಬ ಹೆಸರಿನಲ್ಲಿ ವಿಶ್ವ ಪರಿಸರ ದಿನದ ಅಂಗವಾಗಿ ಗಿಡ ನೆಡುವ ಮೂಲಕ ವಿಶ್ವ ಪರಿಸರ ದಿನಾಚರಣೆಯನ್ನು ಆಚರಿಸಲಾಯಿತು. ಅಗ್ನಿಶಾಮಕ ತಾಲೂಕಿನ ಮದರೂರು ಗ್ರಾಮ ಪಂಚಾಯಿತಿ ವ್ಯಾಪ್ತಿಯ ಆದಿನಾರಾಯಣ ಸ್ವಾಮಿ ಬೆಟ್ಟದ ತಪ್ಪಲಿನಲ್ಲಿ ಸಿಂದೂರ ವನ ಎಂಬ ಹೆಸರಿನಲ್ಲಿ ವಿವಿಧ ಬಗೆಯ ಗಿಡಗಳನ್ನು ನೆಡುವ ಮೂಲಕ ಪರಿಸರ ದಿನಾಚರಣೆಯನ್ನು ಆಚರಿಸಲಾಯಿತು. ಈ ವೇಳೆ ವೇದಿಕೆಯ ಸಂಸ್ಥಾಪಕ ಅಧ್ಯಕ್ಷ ಕೆ.ಗೋಪಾಲ್ ಶೆಟ್ಟಿ, ಬೆಂಗಳೂರು ಜಿಲ್ಲಾಧ್ಯಕ್ಷ ಎ.ಲೋಕೇಶ್, ಗೋಪಿ, ಬೆಂಗಳೂರು ಜಿಲ್ಲಾ ಮಹಿಳಾ ಘಟಕ ಅಧ್ಯಕ್ಷೆ ಸುನಂದಮ್ಮ ಮುಂತಾದವರಿದ್ದರು. ಇದರೊಂದಿಗೆ ವಿಶ್ವ ಪರಿಸರ ದಿನಾಚರಣೆಯ ಅಂಗವಾಗಿ ಗುರುವಾರ ನಗರದ ವಿವಿಧ ಕಡೆಗಳಲ್ಲಿ ಗಿಡ ನೆಡುವ ಮೂಲಕ ಆಚರಿಸಲಾಯಿತು. ಬೆಂಗಳೂರು ನಗರ ವಿಶ್ವವಿದ್ಯಾನಿಲಯದ ಎನ್.ಎಸ್.ಎಸ್ ಕೋಶ ಮತ್ತು ಯುವ ರೆಡ್ ಕ್ರಾಸ್ ಕೋಶದ ಸಂಯುಕ್ತಾಶ್ರಯದಲ್ಲಿ ಹಮ್ಮಿಕೊಂಡಿದ್ದ ವಿಶ್ವ ಪರಿಸರ ದಿನಾಚರಣೆ ಕಾರ್ಯಕ್ರಮದಲ್ಲಿ ವಿವಿ ಕುಲಪತಿ ಪ್ರೊ.ಜಯಕರ ಎಸ್.ಎಂ ಗಿಡ ನೆಡುವ ಮೂಲಕ ಚಾಲನೆ ನೀಡಿದರು.	[40, 504, 350, 665]
register-dots-2	[470, 2070, 514, 2085]
section-title: ಪ್ರಾದೇಶಿಕ	[678, 50, 799, 96]
cine-logo-text: ಸಿನಿ	[52, 1056, 168, 1184]
story4-quote-author-text: ಹರೀಶ್‌ಗೌಡ, ಜಿಲ್ಲಾ ಸಂಘಟನಾ ಸಂಚಾಲಕರು, ಕ.ದ.ಸಂ.ಸ	[1140, 959, 1300, 984]
story3-body-mid: ಎಂದರು. ಬ್ರಿಗೇಡಿಯರ್ ಡಿ.ಎಂ. ಪೂರ್ವಿಮಠ್ ಮಾತನಾಡಿ, ಪ್ಲಾಸ್ಟಿಕ್ ನಿಂದ ಉಂಟಾಗುವ ಹಾನಿಗಳ ಬಗ್ಗೆ ಸಾರ್ವಜನಿಕರಲ್ಲಿ ಅರಿವು ಮೂಡಿಸಬೇಕಿದೆ. ಪ್ಲಾಸ್ಟಿಕ್ ನಿರ್ಮೂಲನೆಯಲ್ಲಿ ಸರ್ಕಾರದ ಜೊತೆಗೆ ಸಾರ್ವಜನಿಕರ ಸಹಕಾರವೂ ಮುಖ್ಯ ಎಂದು ಹೇಳಿದರು.	[898, 467, 1096, 519]
story4-body-mid: ಮಾಡಲಾಗಿದೆ, ಆಹಾರವು ರುಚಿರಹಿತ ವಾಗಿರುತ್ತದೆ. ಬೆಳಿಗ್ಗೆ ತಿಂಡಿಯನ್ನು ಸರಿಯಾದ ಸಮಯಕ್ಕೆ ನೀಡುತ್ತಿಲ್ಲ. ನಿಲಯದ ವಾರ್ಡನ್ ನಿಲಯಕ್ಕೆ ಸರಿಯಾಗಿ ಭೇಟಿ ನೀಡುತ್ತಿಲ್ಲ ಎಂದು ವಿದ್ಯಾರ್ಥಿಗಳು ದೂರಿದ್ದಾರೆ. ಕೂಡಲೇ ಸಂಬಂಧಪಟ್ಟ ಅಧಿಕಾರಿಗಳು ಕ್ರಮ ಕೈಗೊಳ್ಳಬೇಕೆಂದು ಆಗ್ರಹಿಸಿದ್ದಾರೆ.	[912, 873, 1112, 939]
masthead	[30, 42, 1310, 110]
quote-icon	[1125, 720, 1169, 760]
studio-headline-pre: ಸ್ಟುಡಿಯೋ ಕಟ್ಟಿದ	[52, 1694, 221, 1730]
madeva-title: ಮಾದೇವ	[408, 1346, 526, 1392]
story1-group-photo	[38, 305, 663, 495]
